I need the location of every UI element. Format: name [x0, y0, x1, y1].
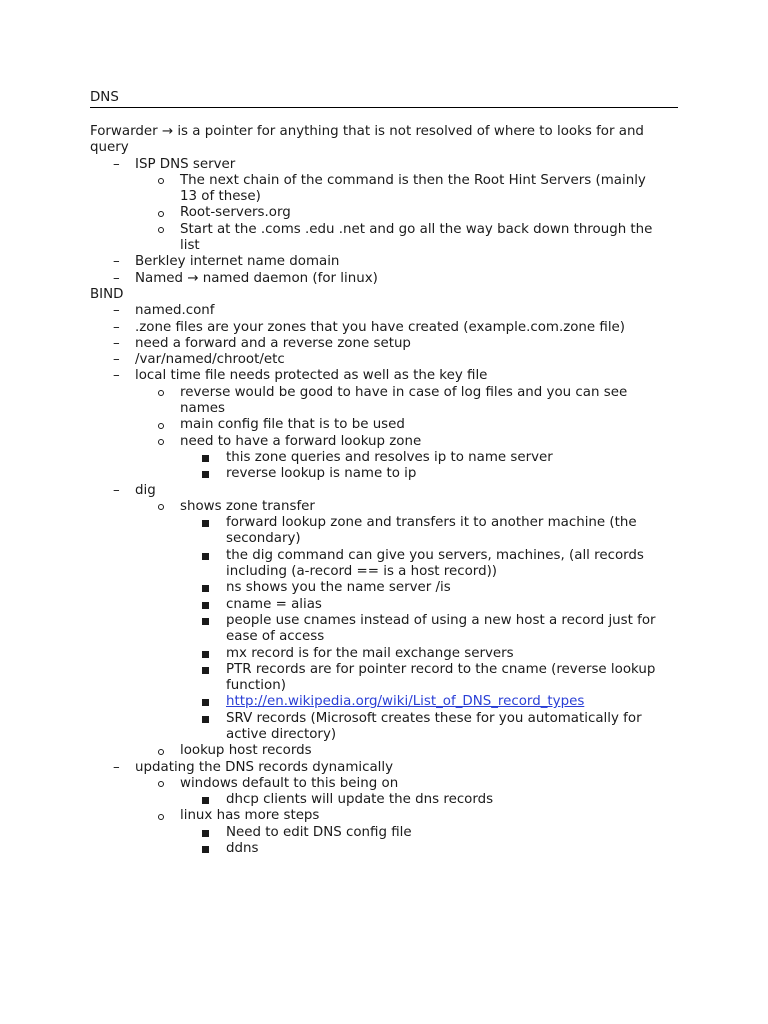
list-item-ptr: PTR records are for pointer record to the cname (reverse lookup: [90, 662, 680, 678]
list-item-ptr-cont: function): [226, 678, 286, 694]
list-item-mx: mx record is for the mail exchange servers: [90, 646, 680, 662]
list-item-lookup-host: lookup host records: [90, 743, 680, 759]
list-item-edit-config: Need to edit DNS config file: [90, 825, 680, 841]
circle-bullet: [158, 504, 164, 510]
list-item-main-config: main config file that is to be used: [90, 417, 680, 433]
list-item-people-cnames: people use cnames instead of using a new host a record just for: [90, 613, 680, 629]
list-item-named-conf: – named.conf: [113, 303, 215, 319]
square-bullet: [202, 716, 209, 723]
list-item-berkley: – Berkley internet name domain: [113, 254, 340, 270]
document-body: [90, 124, 680, 857]
list-item-zone-queries: this zone queries and resolves ip to name server: [90, 450, 680, 466]
list-item-zone-files: – .zone files are your zones that you have created (example.com.zone file): [113, 319, 626, 335]
square-bullet: [202, 602, 209, 609]
list-item-start-at-cont: list: [180, 238, 200, 254]
bind-heading: BIND: [90, 286, 124, 302]
square-bullet: [202, 699, 209, 706]
dash-bullet: –: [113, 270, 120, 286]
list-item-chroot: – /var/named/chroot/etc: [113, 352, 285, 368]
dash-bullet: –: [113, 303, 120, 319]
list-item-root-hint-cont: 13 of these): [180, 189, 261, 205]
square-bullet: [202, 455, 209, 462]
list-item-dhcp: dhcp clients will update the dns records: [90, 792, 680, 808]
circle-bullet: [158, 178, 164, 184]
list-item-forward-transfer: forward lookup zone and transfers it to another machine (the: [90, 515, 680, 531]
circle-bullet: [158, 390, 164, 396]
list-item-root-hint: The next chain of the command is then the Root Hint Servers (mainly: [90, 173, 680, 189]
square-bullet: [202, 846, 209, 853]
square-bullet: [202, 471, 209, 478]
square-bullet: [202, 797, 209, 804]
list-item-isp: – ISP DNS server: [113, 156, 236, 172]
circle-bullet: [158, 749, 164, 755]
title-underline: [90, 107, 678, 108]
list-item-linux: linux has more steps: [90, 808, 680, 824]
list-item-forward-lookup: need to have a forward lookup zone: [90, 434, 680, 450]
dash-bullet: –: [113, 482, 120, 498]
page-title: DNS: [90, 90, 119, 105]
list-item-dig-command-cont: including (a-record == is a host record)): [226, 564, 498, 580]
list-item-people-cnames-cont: ease of access: [226, 629, 325, 645]
list-item-srv: SRV records (Microsoft creates these for you automatically for: [90, 711, 680, 727]
list-item-reverse-lookup: reverse lookup is name to ip: [90, 466, 680, 482]
circle-bullet: [158, 814, 164, 820]
list-item-zone-transfer: shows zone transfer: [90, 499, 680, 515]
list-item-srv-cont: active directory): [226, 726, 337, 742]
list-item-dig: – dig: [113, 482, 156, 498]
intro-line-2: query: [90, 140, 129, 156]
list-item-cname: cname = alias: [90, 597, 680, 613]
dash-bullet: –: [113, 156, 120, 172]
dash-bullet: –: [113, 319, 120, 335]
circle-bullet: [158, 423, 164, 429]
list-item-reverse-good-cont: names: [180, 401, 225, 417]
list-item-dig-command: the dig command can give you servers, machines, (all records: [90, 548, 680, 564]
square-bullet: [202, 651, 209, 658]
list-item-forward-transfer-cont: secondary): [226, 531, 301, 547]
list-item-ddns: ddns: [90, 841, 680, 857]
list-item-wiki-link: [90, 694, 680, 710]
list-item-reverse-good: reverse would be good to have in case of log files and you can see: [90, 385, 680, 401]
list-item-named: – Named → named daemon (for linux): [113, 270, 378, 286]
square-bullet: [202, 553, 209, 560]
intro-line-1: Forwarder → is a pointer for anything that is not resolved of where to looks for and: [90, 124, 644, 139]
list-item-forward-reverse: – need a forward and a reverse zone setup: [113, 335, 411, 351]
wikipedia-link[interactable]: http://en.wikipedia.org/wiki/List_of_DNS_record_types: [226, 694, 585, 710]
list-item-root-servers: Root-servers.org: [90, 205, 680, 221]
square-bullet: [202, 520, 209, 527]
circle-bullet: [158, 211, 164, 217]
square-bullet: [202, 830, 209, 837]
list-item-start-at: Start at the .coms .edu .net and go all the way back down through the: [90, 222, 680, 238]
dash-bullet: –: [113, 352, 120, 368]
dash-bullet: –: [113, 759, 120, 775]
list-item-updating: – updating the DNS records dynamically: [113, 759, 394, 775]
circle-bullet: [158, 439, 164, 445]
dash-bullet: –: [113, 368, 120, 384]
square-bullet: [202, 618, 209, 625]
list-item-local-time: – local time file needs protected as well as the key file: [113, 368, 488, 384]
dash-bullet: –: [113, 335, 120, 351]
dash-bullet: –: [113, 254, 120, 270]
square-bullet: [202, 667, 209, 674]
list-item-ns: ns shows you the name server /is: [90, 580, 680, 596]
circle-bullet: [158, 227, 164, 233]
square-bullet: [202, 585, 209, 592]
circle-bullet: [158, 781, 164, 787]
list-item-windows: windows default to this being on: [90, 776, 680, 792]
